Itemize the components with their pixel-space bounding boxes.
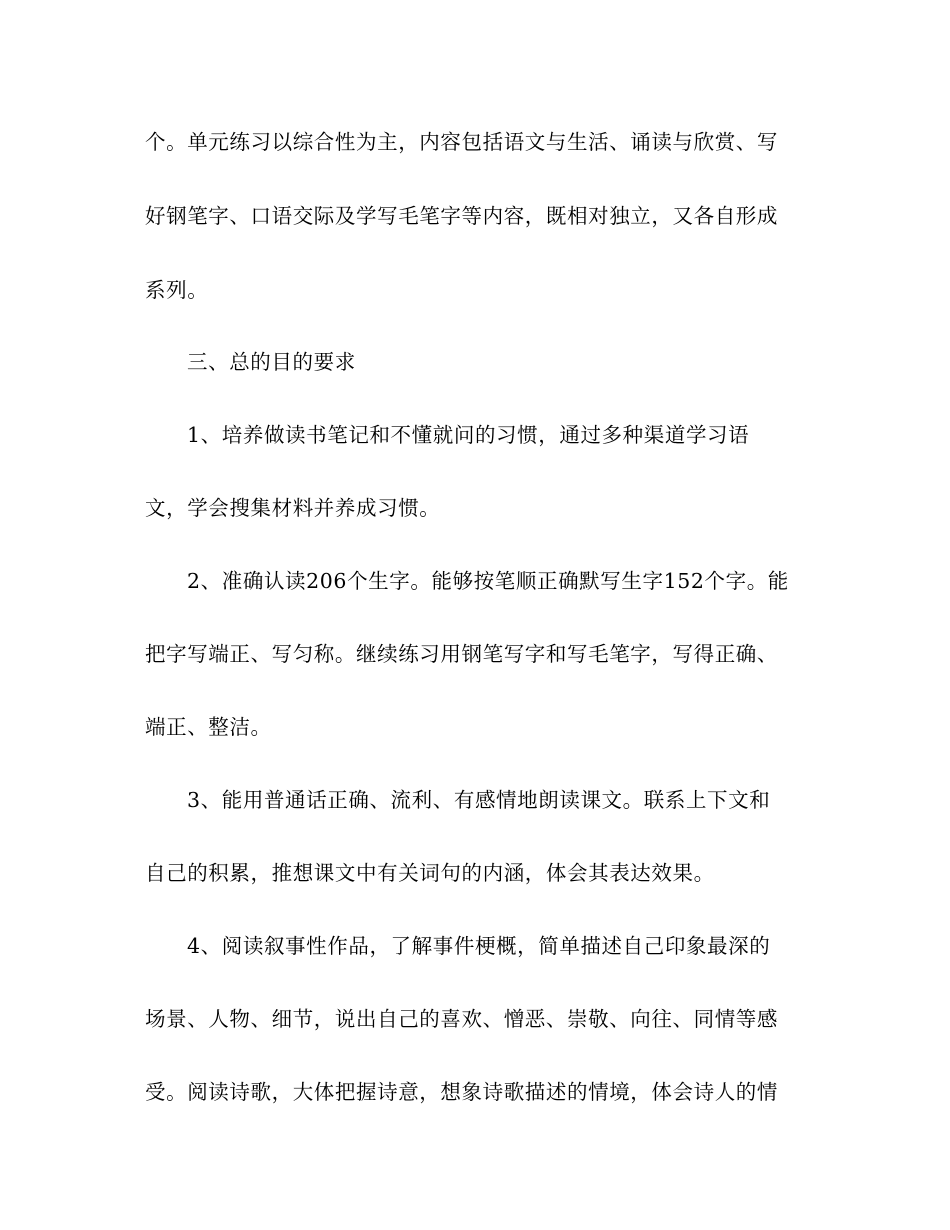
paragraph-line: 1、培养做读书笔记和不懂就问的习惯，通过多种渠道学习语 <box>187 423 750 447</box>
section-heading: 三、总的目的要求 <box>187 350 356 374</box>
paragraph-line: 受。阅读诗歌，大体把握诗意，想象诗歌描述的情境，体会诗人的情 <box>145 1080 778 1104</box>
paragraph-line: 好钢笔字、口语交际及学写毛笔字等内容，既相对独立，又各自形成 <box>145 204 778 228</box>
paragraph-line: 系列。 <box>145 278 209 302</box>
paragraph-line: 文，学会搜集材料并养成习惯。 <box>145 496 441 520</box>
paragraph-line: 个。单元练习以综合性为主，内容包括语文与生活、诵读与欣赏、写 <box>145 130 778 154</box>
paragraph-line: 4、阅读叙事性作品，了解事件梗概，简单描述自己印象最深的 <box>187 934 771 958</box>
paragraph-line: 自己的积累，推想课文中有关词句的内涵，体会其表达效果。 <box>145 861 715 885</box>
paragraph-line: 端正、整洁。 <box>145 715 272 739</box>
paragraph-line: 把字写端正、写匀称。继续练习用钢笔写字和写毛笔字，写得正确、 <box>145 642 778 666</box>
paragraph-line: 2、准确认读206个生字。能够按笔顺正确默写生字152个字。能 <box>187 569 789 593</box>
paragraph-line: 3、能用普通话正确、流利、有感情地朗读课文。联系上下文和 <box>187 788 771 812</box>
paragraph-line: 场景、人物、细节，说出自己的喜欢、憎恶、崇敬、向往、同情等感 <box>145 1007 778 1031</box>
